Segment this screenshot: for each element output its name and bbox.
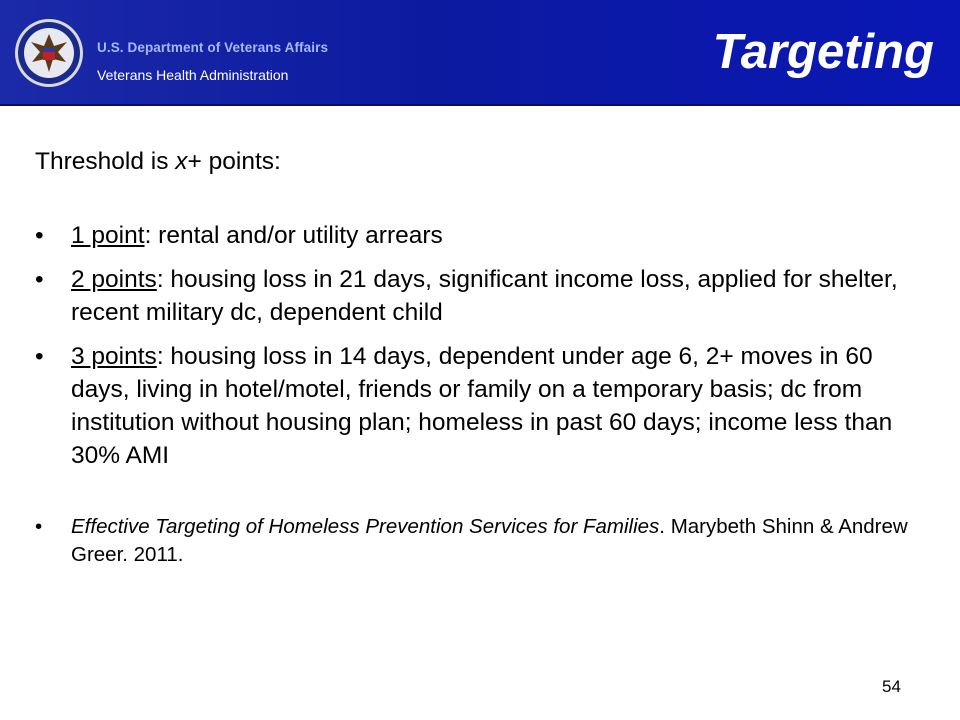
bullet-item-3-points — [35, 340, 925, 472]
bullet-icon: • — [35, 266, 44, 293]
bullet-text: : housing loss in 14 days, dependent under age 6, 2+ moves in 60 days, living in hotel/motel, friends or family on a temporary basis; dc from institution without housing plan; homeless in past 60 days; income less than 30% AMI — [71, 343, 893, 469]
citation-authors: . Marybeth Shinn & Andrew Greer. 2011. — [71, 515, 908, 566]
threshold-variable: x — [175, 148, 188, 175]
bullet-label: 3 points — [71, 343, 157, 370]
citation-item — [35, 513, 925, 569]
header-band — [0, 0, 960, 106]
slide-title: Targeting — [712, 25, 934, 79]
slide-body — [35, 145, 925, 569]
page-number: 54 — [882, 677, 901, 696]
bullet-item-2-points — [35, 263, 925, 329]
bullet-label: 2 points — [71, 266, 157, 293]
citation — [35, 513, 925, 569]
bullet-text: : housing loss in 21 days, significant income loss, applied for shelter, recent military dc, dependent child — [71, 266, 898, 326]
bullet-label: 1 point — [71, 222, 145, 249]
citation-title: Effective Targeting of Homeless Prevention Services for Families — [71, 515, 660, 538]
org-name: U.S. Department of Veterans Affairs — [97, 40, 329, 55]
bullet-text: : rental and/or utility arrears — [144, 222, 443, 249]
bullet-icon: • — [35, 515, 43, 538]
threshold-text: Threshold is x+ points: — [35, 148, 281, 175]
sub-org-name: Veterans Health Administration — [97, 67, 289, 83]
va-seal-icon — [14, 18, 84, 88]
bullet-icon: • — [35, 343, 44, 370]
bullet-item-1-point — [35, 219, 925, 252]
bullet-icon: • — [35, 222, 44, 249]
